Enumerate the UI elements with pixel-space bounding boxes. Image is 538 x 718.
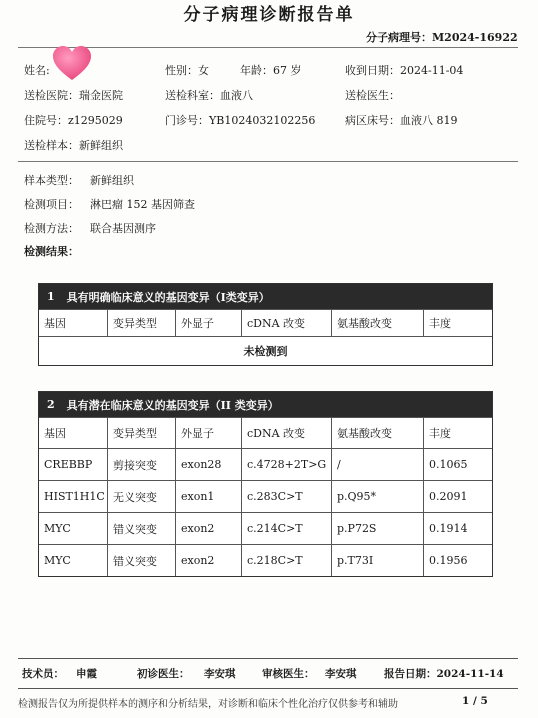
- gene-cell: MYC: [44, 522, 71, 535]
- cdna-change-cell: c.4728+2T>G: [241, 449, 331, 480]
- variant-type-cell: 错义突变: [107, 513, 175, 544]
- review-doctor-label: 审核医生：: [262, 668, 315, 680]
- review-doctor-name: 李安琪: [325, 668, 357, 680]
- gene-cell: CREBBP: [44, 458, 93, 471]
- variant-type-cell: 无义突变: [107, 481, 175, 512]
- table-class-2-variants: [38, 391, 493, 577]
- amino-acid-change-cell: p.P72S: [331, 513, 423, 544]
- exon-cell: exon1: [175, 481, 241, 512]
- cdna-change-cell: c.218C>T: [241, 545, 331, 576]
- table-header-cell: cDNA 改变: [241, 418, 331, 448]
- patient-age: 年龄：67 岁: [240, 64, 302, 77]
- test-method-value: 联合基因测序: [90, 222, 156, 235]
- results-label: 检测结果：: [24, 245, 79, 258]
- test-item-label: 检测项目：: [24, 198, 79, 211]
- footer-bottom-divider: [18, 688, 518, 689]
- exon-cell: exon28: [175, 449, 241, 480]
- table-header-cell: 基因: [44, 317, 66, 330]
- submitting-department: 送检科室：血液八: [165, 89, 253, 102]
- patient-name-label: 姓名:: [24, 64, 50, 77]
- table-header-cell: 外显子: [175, 418, 241, 448]
- patient-gender: 性别：女: [165, 64, 209, 77]
- table-row: [39, 512, 492, 544]
- table-header-cell: 变异类型: [107, 418, 175, 448]
- ward-bed: 病区床号：血液八 819: [345, 114, 458, 127]
- table-2-title: 具有潜在临床意义的基因变异（II 类变异）: [66, 398, 279, 412]
- abundance-cell: 0.1956: [423, 545, 492, 576]
- table-row: [39, 448, 492, 480]
- first-doctor-name: 李安琪: [204, 668, 236, 680]
- page-number: 1 / 5: [462, 695, 488, 707]
- table-header-cell: 氨基酸改变: [331, 418, 423, 448]
- abundance-cell: 0.1914: [423, 513, 492, 544]
- report-title: 分子病理诊断报告单: [183, 5, 355, 25]
- sample-type-label: 样本类型：: [24, 174, 79, 187]
- technician-label: 技术员：: [22, 668, 64, 680]
- footer-divider: [18, 658, 518, 659]
- amino-acid-change-cell: p.Q95*: [331, 481, 423, 512]
- abundance-cell: 0.2091: [423, 481, 492, 512]
- pathology-number: 分子病理号：M2024-16922: [366, 31, 518, 44]
- table-header-cell: 基因: [44, 427, 66, 440]
- table-class-1-variants: [38, 283, 493, 366]
- heart-sticker-icon: [52, 46, 92, 82]
- header-divider: [18, 47, 518, 48]
- submitting-hospital: 送检医院：瑞金医院: [24, 89, 123, 102]
- table-header-cell: 氨基酸改变: [331, 310, 423, 336]
- amino-acid-change-cell: /: [331, 449, 423, 480]
- received-date: 收到日期：2024-11-04: [345, 64, 464, 77]
- table-2-number: 2: [47, 398, 55, 411]
- table-header-cell: cDNA 改变: [241, 310, 331, 336]
- variant-type-cell: 错义突变: [107, 545, 175, 576]
- amino-acid-change-cell: p.T73I: [331, 545, 423, 576]
- gene-cell: HIST1H1C: [44, 490, 105, 503]
- table-header-cell: 变异类型: [107, 310, 175, 336]
- exon-cell: exon2: [175, 545, 241, 576]
- variant-type-cell: 剪接突变: [107, 449, 175, 480]
- cdna-change-cell: c.214C>T: [241, 513, 331, 544]
- abundance-cell: 0.1065: [423, 449, 492, 480]
- report-date: 报告日期：2024-11-14: [384, 668, 504, 680]
- sample-type-value: 新鲜组织: [90, 174, 134, 187]
- table-2-title-bar: [39, 392, 492, 417]
- inpatient-number: 住院号：z1295029: [24, 114, 123, 127]
- table-header-cell: 外显子: [175, 310, 241, 336]
- table-header-cell: 丰度: [423, 310, 492, 336]
- outpatient-number: 门诊号：YB1024032102256: [165, 114, 316, 127]
- table-1-title-bar: [39, 284, 492, 309]
- submitting-doctor: 送检医生：: [345, 89, 400, 102]
- gene-cell: MYC: [44, 554, 71, 567]
- test-method-label: 检测方法：: [24, 222, 79, 235]
- table-1-title: 具有明确临床意义的基因变异（I类变异）: [66, 290, 270, 304]
- table-row: [39, 544, 492, 576]
- cdna-change-cell: c.283C>T: [241, 481, 331, 512]
- test-item-value: 淋巴瘤 152 基因筛查: [90, 198, 195, 211]
- table-1-empty-row: 未检测到: [39, 336, 492, 365]
- table-1-header-row: [39, 309, 492, 336]
- submitted-sample: 送检样本：新鲜组织: [24, 139, 123, 152]
- first-doctor-label: 初诊医生：: [137, 668, 190, 680]
- exon-cell: exon2: [175, 513, 241, 544]
- table-header-cell: 丰度: [423, 418, 492, 448]
- table-row: [39, 480, 492, 512]
- technician-name: 申霞: [76, 668, 97, 680]
- table-1-number: 1: [47, 290, 55, 303]
- table-2-header-row: [39, 417, 492, 448]
- report-disclaimer: 检测报告仅为所提供样本的测序和分析结果，对诊断和临床个性化治疗仅供参考和辅助: [18, 699, 398, 710]
- info-divider: [18, 161, 518, 162]
